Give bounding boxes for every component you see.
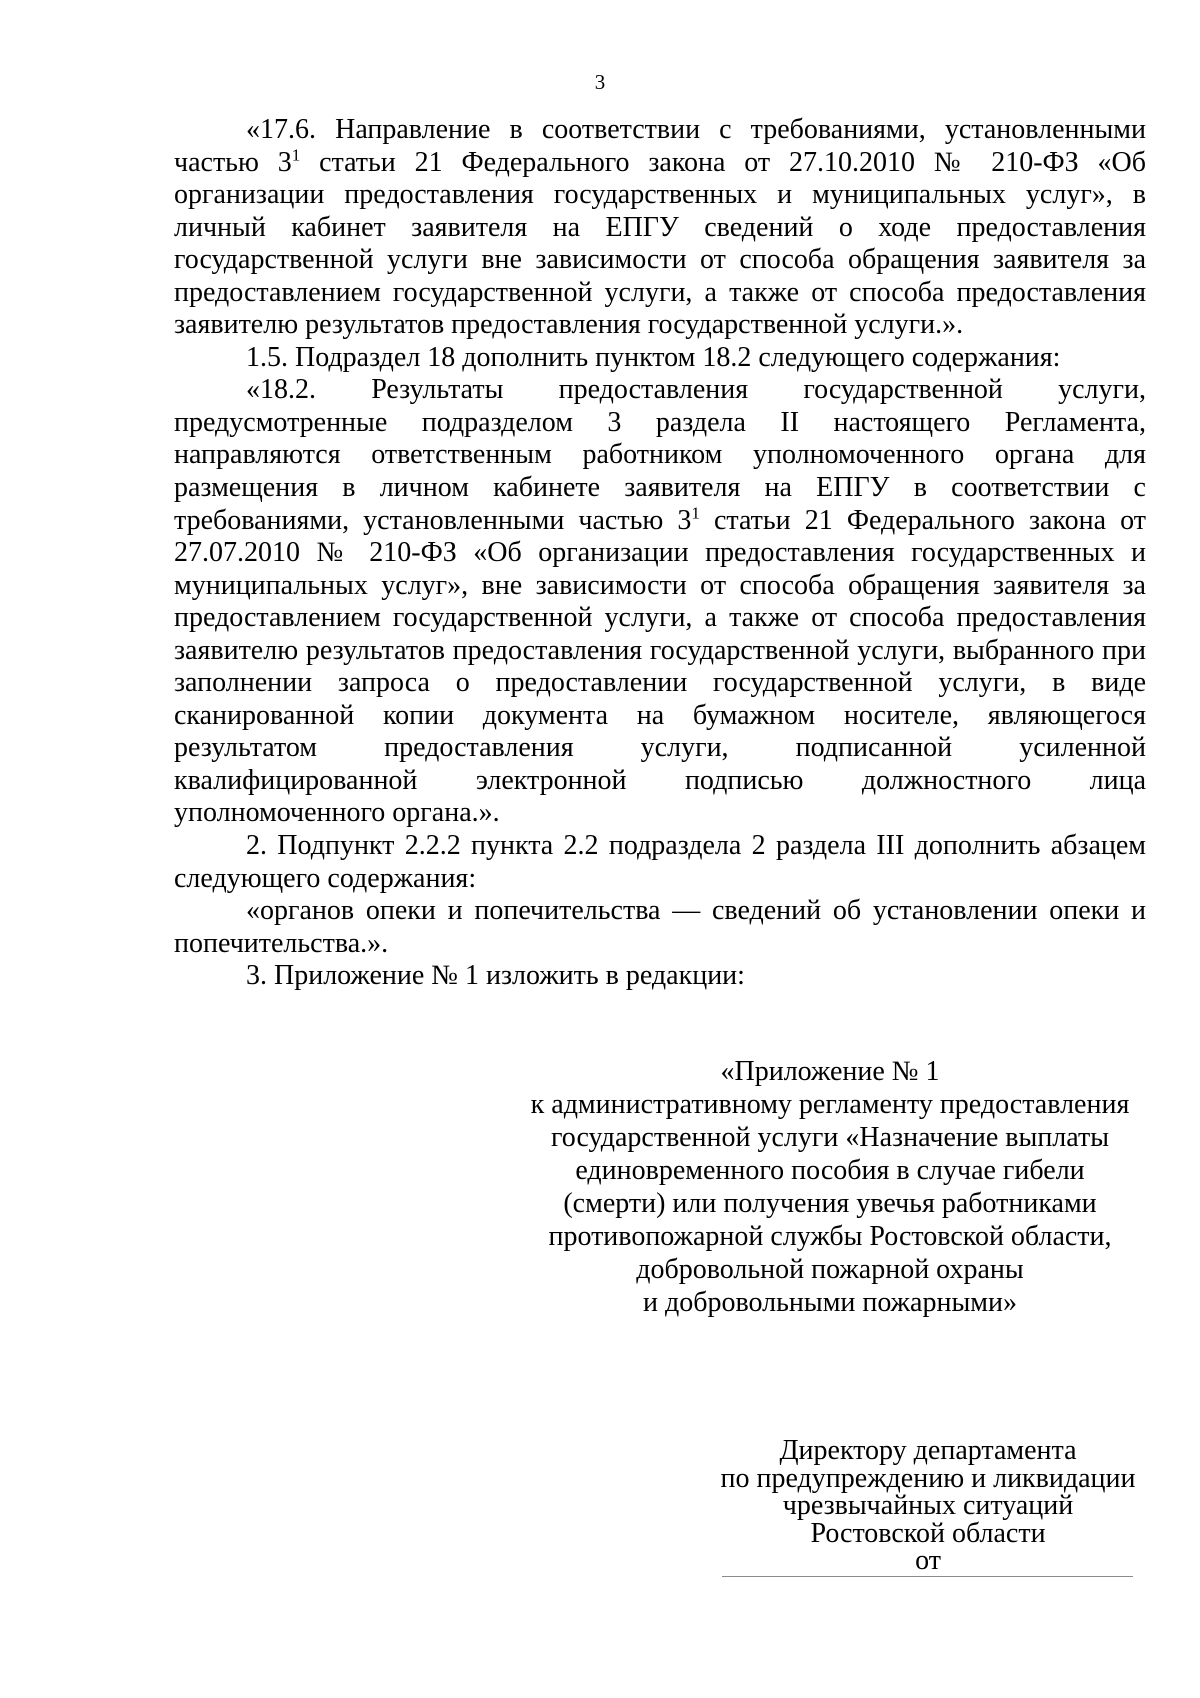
paragraph-3: 3. Приложение № 1 изложить в редакции: (246, 960, 745, 992)
appendix-header (510, 1055, 1150, 1319)
page-number: 3 (594, 70, 606, 94)
superscript-1: 1 (291, 145, 301, 165)
addressee-line: по предупреждению и ликвидации (720, 1462, 1136, 1494)
addressee-line: чрезвычайных ситуаций (782, 1490, 1074, 1521)
paragraph-guardianship: «органов опеки и попечительства — сведений об установлении опеки и попечительства.». (174, 895, 1146, 959)
appendix-line: и добровольными пожарными» (643, 1287, 1017, 1318)
addressee-line: Директору департамента (779, 1435, 1077, 1466)
addressee-from-label: от (915, 1545, 941, 1576)
appendix-line: государственной услуги «Назначение выплаты (550, 1122, 1110, 1153)
signature-line (722, 1576, 1133, 1577)
paragraph-2: 2. Подпункт 2.2.2 пункта 2.2 подраздела 2 раздела III дополнить абзацем следующего содержания: (174, 830, 1146, 894)
appendix-line: противопожарной службы Ростовской области, (548, 1221, 1112, 1252)
paragraph-17-6: «17.6. Направление в соответствии с требованиями, установленными частью $3^1$ статьи 21 Федерального закона от 27.10.2010 № 210-ФЗ «Об организации предоставления государственных и муниципальных услуг», в личный кабинет заявителя на ЕПГУ сведений о ходе предоставления государственной услуги вне зависимости от способа обращения заявителя за предоставлением государственной услуги, а также от способа предоставления заявителю результатов предоставления государственной услуги.». (174, 114, 1146, 341)
appendix-line: «Приложение № 1 (720, 1056, 940, 1087)
addressee-block (705, 1437, 1151, 1575)
paragraph-1-5: 1.5. Подраздел 18 дополнить пунктом 18.2 следующего содержания: (246, 341, 1061, 373)
document-body (174, 114, 1146, 993)
addressee-line: Ростовской области (810, 1517, 1046, 1549)
appendix-line: добровольной пожарной охраны (636, 1254, 1024, 1285)
appendix-line: к административному регламенту предоставления (530, 1089, 1130, 1120)
appendix-line: единовременного пособия в случае гибели (575, 1155, 1085, 1186)
paragraph-18-2: «18.2. Результаты предоставления государственной услуги, предусмотренные подразделом 3 раздела II настоящего Регламента, направляются ответственным работником уполномоченного органа для размещения в личном кабинете заявителя на ЕПГУ в соответствии с требованиями, установленными частью $3^1$ статьи 21 Федерального закона от 27.07.2010 № 210-ФЗ «Об организации предоставления государственных и муниципальных услуг», вне зависимости от способа обращения заявителя за предоставлением государственной услуги, а также от способа предоставления заявителю результатов предоставления государственной услуги, выбранного при заполнении запроса о предоставлении государственной услуги, в виде сканированной копии документа на бумажном носителе, являющегося результатом предоставления услуги, подписанной усиленной квалифицированной электронной подписью должностного лица уполномоченного органа.». (174, 374, 1146, 829)
superscript-1: 1 (691, 503, 700, 523)
appendix-line: (смерти) или получения увечья работниками (563, 1188, 1097, 1219)
